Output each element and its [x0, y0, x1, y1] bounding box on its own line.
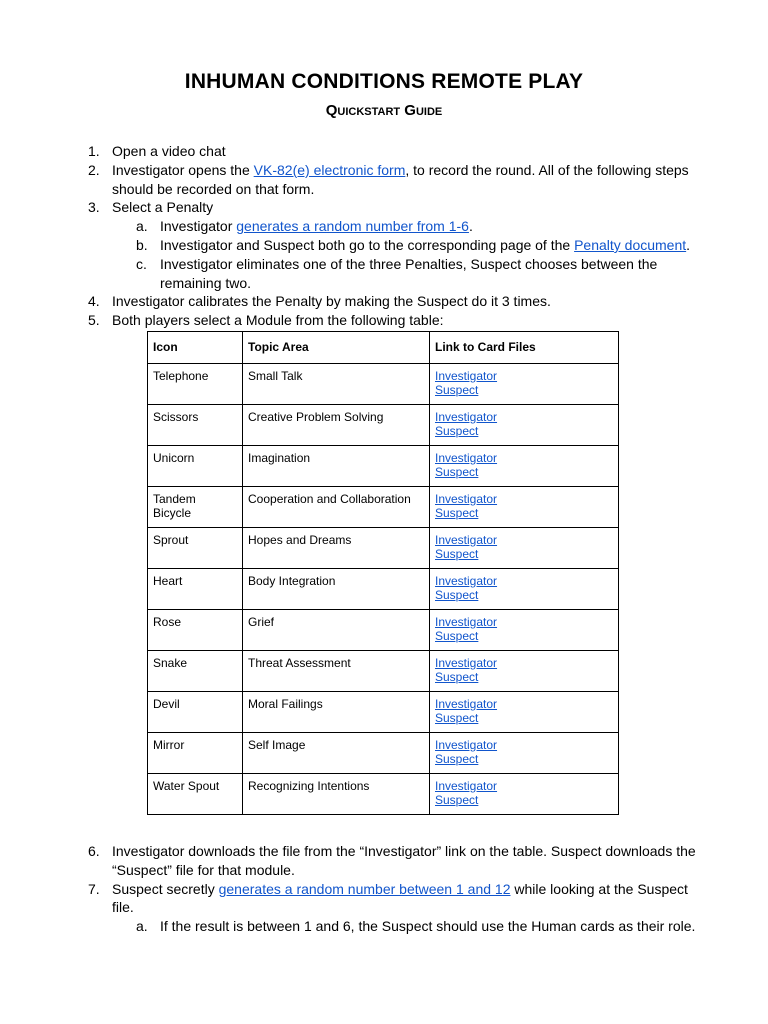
- substep-3c: c. Investigator eliminates one of the three Penalties, Suspect chooses between the remaining two.: [136, 255, 658, 291]
- table-row: [148, 774, 619, 815]
- table-row: [148, 651, 619, 692]
- module-table-body: [148, 364, 619, 815]
- links-cell: [430, 774, 619, 815]
- suspect-link[interactable]: Suspect: [435, 710, 479, 725]
- icon-cell: Tandem Bicycle: [148, 487, 243, 528]
- suspect-link[interactable]: Suspect: [435, 464, 479, 479]
- topic-cell: Self Image: [243, 733, 430, 774]
- links-cell: [430, 569, 619, 610]
- links-cell: [430, 610, 619, 651]
- substep-3a: a. Investigator generates a random number from 1-6.: [136, 218, 473, 235]
- table-row: [148, 405, 619, 446]
- icon-cell: Water Spout: [148, 774, 243, 815]
- suspect-link[interactable]: Suspect: [435, 587, 479, 602]
- steps-list-top: [88, 142, 698, 330]
- step-1: 1. Open a video chat: [88, 143, 226, 159]
- table-row: [148, 528, 619, 569]
- table-row: [148, 487, 619, 528]
- steps-list-bottom: [88, 842, 698, 936]
- investigator-link[interactable]: Investigator: [435, 369, 498, 383]
- investigator-link[interactable]: Investigator: [435, 697, 498, 711]
- substep-3b: b. Investigator and Suspect both go to the corresponding page of the Penalty document.: [136, 236, 691, 253]
- page-title: INHUMAN CONDITIONS REMOTE PLAY: [184, 70, 584, 93]
- header-icon: Icon: [148, 332, 243, 364]
- suspect-link[interactable]: Suspect: [435, 546, 479, 561]
- module-table: [147, 331, 619, 815]
- icon-cell: Scissors: [148, 405, 243, 446]
- step-3: 3. Select a Penalty a. Investigator generates a random number from 1-6. b. Investigator and Suspect both go to the corresponding page of the Penalty document. c. Investigator eliminates one of the three Penalties, Suspect chooses between the remaining two.: [88, 198, 698, 292]
- step-4: 4. Investigator calibrates the Penalty by making the Suspect do it 3 times.: [88, 293, 551, 310]
- topic-cell: Small Talk: [243, 364, 430, 405]
- table-row: [148, 364, 619, 405]
- step-2: 2. Investigator opens the VK-82(e) electronic form, to record the round. All of the following steps should be recorded on that form.: [88, 161, 689, 197]
- table-row: [148, 733, 619, 774]
- penalty-substeps: [136, 217, 698, 292]
- penalty-document-link[interactable]: Penalty document: [574, 236, 687, 253]
- topic-cell: Creative Problem Solving: [243, 405, 430, 446]
- random-1-12-link[interactable]: generates a random number between 1 and 12: [218, 880, 511, 897]
- page-subtitle: Quickstart Guide: [325, 102, 443, 119]
- substep-7a: a. If the result is between 1 and 6, the Suspect should use the Human cards as their role.: [136, 918, 696, 935]
- links-cell: [430, 528, 619, 569]
- step-5: 5. Both players select a Module from the following table:: [88, 312, 444, 329]
- links-cell: [430, 651, 619, 692]
- table-row: [148, 446, 619, 487]
- step7-substeps: [136, 917, 698, 936]
- table-row: [148, 692, 619, 733]
- topic-cell: Moral Failings: [243, 692, 430, 733]
- icon-cell: Telephone: [148, 364, 243, 405]
- topic-cell: Threat Assessment: [243, 651, 430, 692]
- links-cell: [430, 487, 619, 528]
- icon-cell: Rose: [148, 610, 243, 651]
- links-cell: [430, 364, 619, 405]
- suspect-link[interactable]: Suspect: [435, 628, 479, 643]
- suspect-link[interactable]: Suspect: [435, 505, 479, 520]
- icon-cell: Unicorn: [148, 446, 243, 487]
- investigator-link[interactable]: Investigator: [435, 451, 498, 465]
- topic-cell: Body Integration: [243, 569, 430, 610]
- topic-cell: Hopes and Dreams: [243, 528, 430, 569]
- suspect-link[interactable]: Suspect: [435, 669, 479, 684]
- topic-cell: Cooperation and Collaboration: [243, 487, 430, 528]
- icon-cell: Devil: [148, 692, 243, 733]
- table-row: [148, 569, 619, 610]
- step-6: 6. Investigator downloads the file from the “Investigator” link on the table. Suspect downloads the “Suspect” file for that module.: [88, 843, 696, 878]
- icon-cell: Snake: [148, 651, 243, 692]
- suspect-link[interactable]: Suspect: [435, 423, 479, 438]
- icon-cell: Sprout: [148, 528, 243, 569]
- links-cell: [430, 733, 619, 774]
- investigator-link[interactable]: Investigator: [435, 410, 498, 424]
- suspect-link[interactable]: Suspect: [435, 751, 479, 766]
- investigator-link[interactable]: Investigator: [435, 656, 498, 670]
- investigator-link[interactable]: Investigator: [435, 779, 498, 793]
- suspect-link[interactable]: Suspect: [435, 382, 479, 397]
- icon-cell: Heart: [148, 569, 243, 610]
- investigator-link[interactable]: Investigator: [435, 533, 498, 547]
- investigator-link[interactable]: Investigator: [435, 574, 498, 588]
- topic-cell: Grief: [243, 610, 430, 651]
- investigator-link[interactable]: Investigator: [435, 738, 498, 752]
- icon-cell: Mirror: [148, 733, 243, 774]
- links-cell: [430, 405, 619, 446]
- links-cell: [430, 692, 619, 733]
- investigator-link[interactable]: Investigator: [435, 615, 498, 629]
- table-row: [148, 610, 619, 651]
- suspect-link[interactable]: Suspect: [435, 792, 479, 807]
- topic-cell: Imagination: [243, 446, 430, 487]
- vk82-form-link[interactable]: VK-82(e) electronic form: [253, 161, 406, 178]
- links-cell: [430, 446, 619, 487]
- step-7: 7. Suspect secretly generates a random number between 1 and 12 while looking at the Suspect file. a. If the result is between 1 and 6, the Suspect should use the Human cards as their role.: [88, 880, 698, 936]
- header-topic-area: Topic Area: [243, 332, 430, 364]
- investigator-link[interactable]: Investigator: [435, 492, 498, 506]
- random-1-6-link[interactable]: generates a random number from 1-6: [236, 218, 469, 235]
- topic-cell: Recognizing Intentions: [243, 774, 430, 815]
- table-header-row: [148, 332, 619, 364]
- header-link-to-card-files: Link to Card Files: [430, 332, 619, 364]
